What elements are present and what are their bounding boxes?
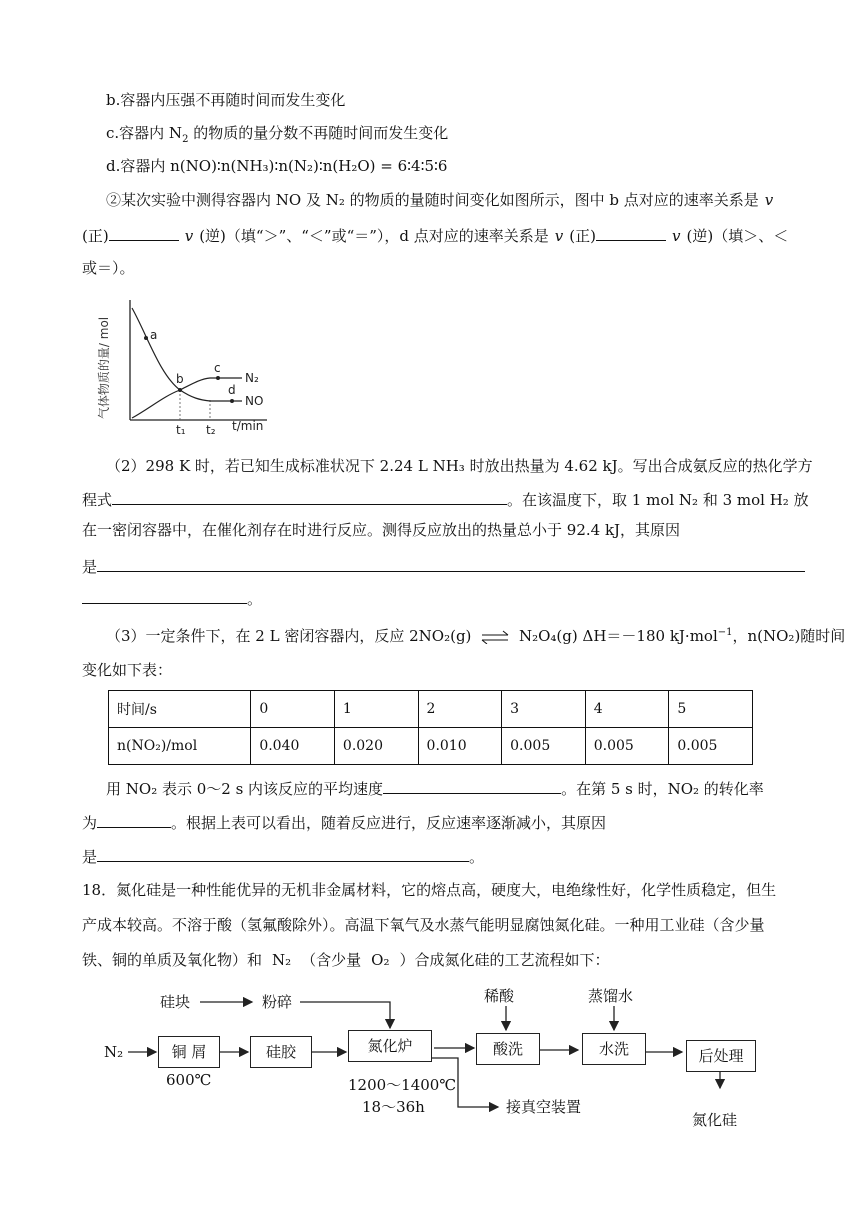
sec2-line4: 是 bbox=[82, 555, 805, 577]
flow-xisuan: 稀酸 bbox=[484, 987, 515, 1005]
flow-houchuli: 后处理 bbox=[686, 1040, 756, 1072]
answer-blank-d[interactable] bbox=[596, 224, 666, 241]
sec2-line5: 。 bbox=[82, 587, 262, 609]
label-a: a bbox=[150, 328, 158, 342]
answer-blank-reason1b[interactable] bbox=[82, 587, 247, 604]
flow-vacuum: 接真空装置 bbox=[506, 1098, 582, 1116]
flow-n2: N₂ bbox=[104, 1043, 124, 1061]
flow-fensui: 粉碎 bbox=[262, 993, 293, 1011]
flow-tongxie: 铜 屑 bbox=[158, 1036, 220, 1068]
flow-shuixi: 水洗 bbox=[582, 1033, 646, 1065]
option-b: b.容器内压强不再随时间而发生变化 bbox=[106, 91, 346, 109]
flow-danhuagui: 氮化硅 bbox=[692, 1111, 738, 1129]
label-d: d bbox=[228, 383, 236, 397]
part2-line1: ②某次实验中测得容器内 NO 及 N₂ 的物质的量随时间变化如图所示，图中 b 点对应的速率关系是 v bbox=[106, 191, 774, 209]
answer-blank-conversion[interactable] bbox=[97, 811, 171, 828]
sec3-line2: 变化如下表： bbox=[82, 661, 173, 679]
q18-line2: 产成本较高。不溶于酸（氢氟酸除外）。高温下氧气及水蒸气能明显腐蚀氮化硅。一种用工业硅（含少量 bbox=[82, 916, 765, 934]
amount-time-graph bbox=[92, 290, 282, 440]
flow-danhualu: 氮化炉 bbox=[348, 1030, 432, 1062]
point-d bbox=[230, 399, 234, 403]
label-b: b bbox=[176, 372, 184, 386]
flow-guikuai: 硅块 bbox=[160, 993, 191, 1011]
answer-blank-b[interactable] bbox=[109, 224, 179, 241]
sec2-line1: （2）298 K 时，若已知生成标准状况下 2.24 L NH₃ 时放出热量为 4.62 kJ。写出合成氨反应的热化学方 bbox=[106, 457, 813, 475]
part2-line3: 或＝）。 bbox=[82, 259, 135, 277]
graph-ylabel: 气体物质的量/ mol bbox=[97, 316, 111, 420]
sec3-line5: 是 。 bbox=[82, 845, 484, 867]
sec3-line1: （3）一定条件下，在 2 L 密闭容器内，反应 2NO₂(g) N₂O₄(g) ΔH＝－180 kJ·mol$^{-1}$，n(NO₂)随时间 bbox=[106, 627, 846, 645]
series-no-label: NO bbox=[245, 394, 264, 408]
point-b bbox=[178, 388, 182, 392]
option-c: c.容器内 $N_2$ 的物质的量分数不再随时间而发生变化 bbox=[106, 124, 449, 145]
graph-xlabel: t/min bbox=[232, 419, 264, 433]
flow-suanxi: 酸洗 bbox=[476, 1033, 540, 1065]
flow-zhengliushui: 蒸馏水 bbox=[588, 987, 634, 1005]
series-n2-label: N₂ bbox=[245, 371, 259, 385]
flow-time-range: 18～36h bbox=[362, 1098, 425, 1116]
answer-blank-reason1a[interactable] bbox=[97, 555, 805, 572]
flow-guijiao: 硅胶 bbox=[250, 1036, 312, 1068]
answer-blank-reason2[interactable] bbox=[97, 845, 469, 862]
table-row: n(NO₂)/mol 0.040 0.020 0.010 0.005 0.005 0.005 bbox=[109, 728, 753, 765]
flow-temp600: 600℃ bbox=[166, 1071, 212, 1089]
part2-line2: (正) v (逆)（填“＞”、“＜”或“＝”），d 点对应的速率关系是 v (正) v (逆)（填＞、＜ bbox=[82, 224, 788, 246]
label-c: c bbox=[214, 361, 221, 375]
option-d: d.容器内 n(NO)∶n(NH₃)∶n(N₂)∶n(H₂O) = 6∶4∶5∶6 bbox=[106, 157, 448, 175]
point-c bbox=[216, 376, 220, 380]
equilibrium-arrow-icon bbox=[480, 630, 510, 644]
point-a bbox=[144, 336, 148, 340]
table-row: 时间/s 0 1 2 3 4 5 bbox=[109, 691, 753, 728]
no2-table bbox=[108, 690, 753, 765]
sec3-line4: 为 。根据上表可以看出，随着反应进行，反应速率逐渐减小，其原因 bbox=[82, 811, 606, 833]
tick-t2: t₂ bbox=[206, 423, 216, 437]
answer-blank-rate[interactable] bbox=[383, 777, 561, 794]
q18-line3: 铁、铜的单质及氧化物）和 N₂ （含少量 O₂ ）合成氮化硅的工艺流程如下： bbox=[82, 951, 610, 969]
flow-temp-range: 1200～1400℃ bbox=[348, 1076, 457, 1094]
tick-t1: t₁ bbox=[176, 423, 186, 437]
answer-blank-equation[interactable] bbox=[112, 488, 507, 505]
sec3-line3: 用 NO₂ 表示 0～2 s 内该反应的平均速度 。在第 5 s 时，NO₂ 的转化率 bbox=[106, 777, 764, 799]
sec2-line3: 在一密闭容器中，在催化剂存在时进行反应。测得反应放出的热量总小于 92.4 kJ，其原因 bbox=[82, 521, 681, 539]
q18-line1: 18．氮化硅是一种性能优异的无机非金属材料，它的熔点高，硬度大，电绝缘性好，化学性质稳定，但生 bbox=[82, 881, 777, 899]
sec2-line2: 程式 。在该温度下，取 1 mol N₂ 和 3 mol H₂ 放 bbox=[82, 488, 809, 510]
series-n2-line bbox=[132, 378, 242, 418]
